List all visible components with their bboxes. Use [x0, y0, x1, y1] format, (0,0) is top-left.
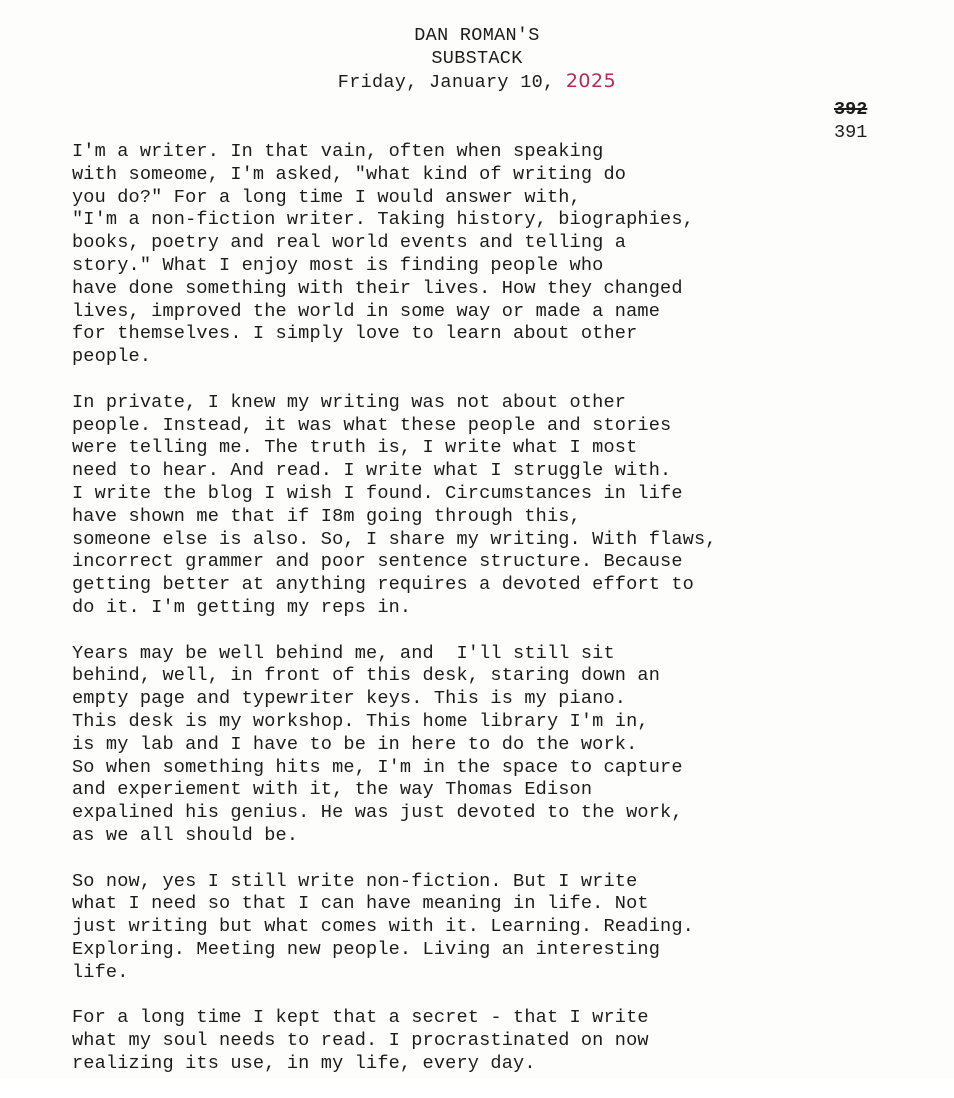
text-line: have done something with their lives. How they changed [72, 277, 683, 299]
text-line: what I need so that I can have meaning in life. Not [72, 893, 649, 915]
text-line: I write the blog I wish I found. Circumstances in life [72, 482, 683, 504]
text-line: were telling me. The truth is, I write what I most [72, 437, 638, 459]
text-line: So when something hits me, I'm in the space to capture [72, 756, 683, 778]
text-line: you do?" For a long time I would answer with, [72, 186, 581, 208]
text-line: is my lab and I have to be in here to do the work. [72, 733, 638, 755]
date-text: Friday, January 10, [337, 72, 566, 93]
text-line: Exploring. Meeting new people. Living an interesting [72, 938, 661, 960]
struck-page-number: 392 [834, 99, 868, 120]
paragraph [72, 392, 942, 620]
paragraph [72, 871, 942, 985]
text-line: people. [72, 346, 152, 368]
page-header [0, 24, 954, 94]
paragraph [72, 141, 942, 369]
text-line: In private, I knew my writing was not about other [72, 391, 627, 413]
text-line: So now, yes I still write non-fiction. But I write [72, 870, 638, 892]
text-line: "I'm a non-fiction writer. Taking history, biographies, [72, 209, 694, 231]
text-line: have shown me that if I8m going through this, [72, 505, 581, 527]
handwritten-year: 2025 [565, 70, 617, 92]
text-line: books, poetry and real world events and telling a [72, 232, 627, 254]
page-number [834, 98, 894, 144]
text-line: I'm a writer. In that vain, often when speaking [72, 141, 604, 162]
paragraph [72, 1007, 942, 1075]
text-line: someone else is also. So, I share my writing. With flaws, [72, 528, 717, 550]
text-line: getting better at anything requires a devoted effort to [72, 574, 694, 596]
text-line: realizing its use, in my life, every day. [72, 1052, 536, 1074]
current-page-number: 391 [834, 122, 868, 143]
text-line: expalined his genius. He was just devoted to the work, [72, 802, 683, 824]
text-line: life. [72, 961, 129, 983]
publication-heading: SUBSTACK [431, 48, 523, 69]
author-heading: DAN ROMAN'S [414, 25, 540, 46]
paragraph [72, 643, 942, 848]
text-line: for themselves. I simply love to learn about other [72, 323, 638, 345]
body-text [72, 141, 942, 1098]
text-line: just writing but what comes with it. Learning. Reading. [72, 916, 694, 938]
text-line: as we all should be. [72, 824, 299, 846]
text-line: incorrect grammer and poor sentence structure. Because [72, 551, 683, 573]
text-line: with someome, I'm asked, "what kind of writing do [72, 163, 627, 185]
text-line: This desk is my workshop. This home library I'm in, [72, 710, 649, 732]
text-line: story." What I enjoy most is finding people who [72, 254, 604, 276]
text-line: people. Instead, it was what these people and stories [72, 414, 672, 436]
text-line: behind, well, in front of this desk, staring down an [72, 665, 661, 687]
text-line: empty page and typewriter keys. This is my piano. [72, 688, 627, 710]
text-line: For a long time I kept that a secret - that I write [72, 1007, 649, 1029]
text-line: and experiement with it, the way Thomas Edison [72, 779, 593, 801]
text-line: what my soul needs to read. I procrastinated on now [72, 1030, 649, 1052]
text-line: lives, improved the world in some way or made a name [72, 300, 661, 322]
text-line: Years may be well behind me, and I'll still sit [72, 642, 615, 664]
text-line: do it. I'm getting my reps in. [72, 596, 412, 618]
text-line: need to hear. And read. I write what I struggle with. [72, 460, 672, 482]
date-line [0, 70, 954, 94]
